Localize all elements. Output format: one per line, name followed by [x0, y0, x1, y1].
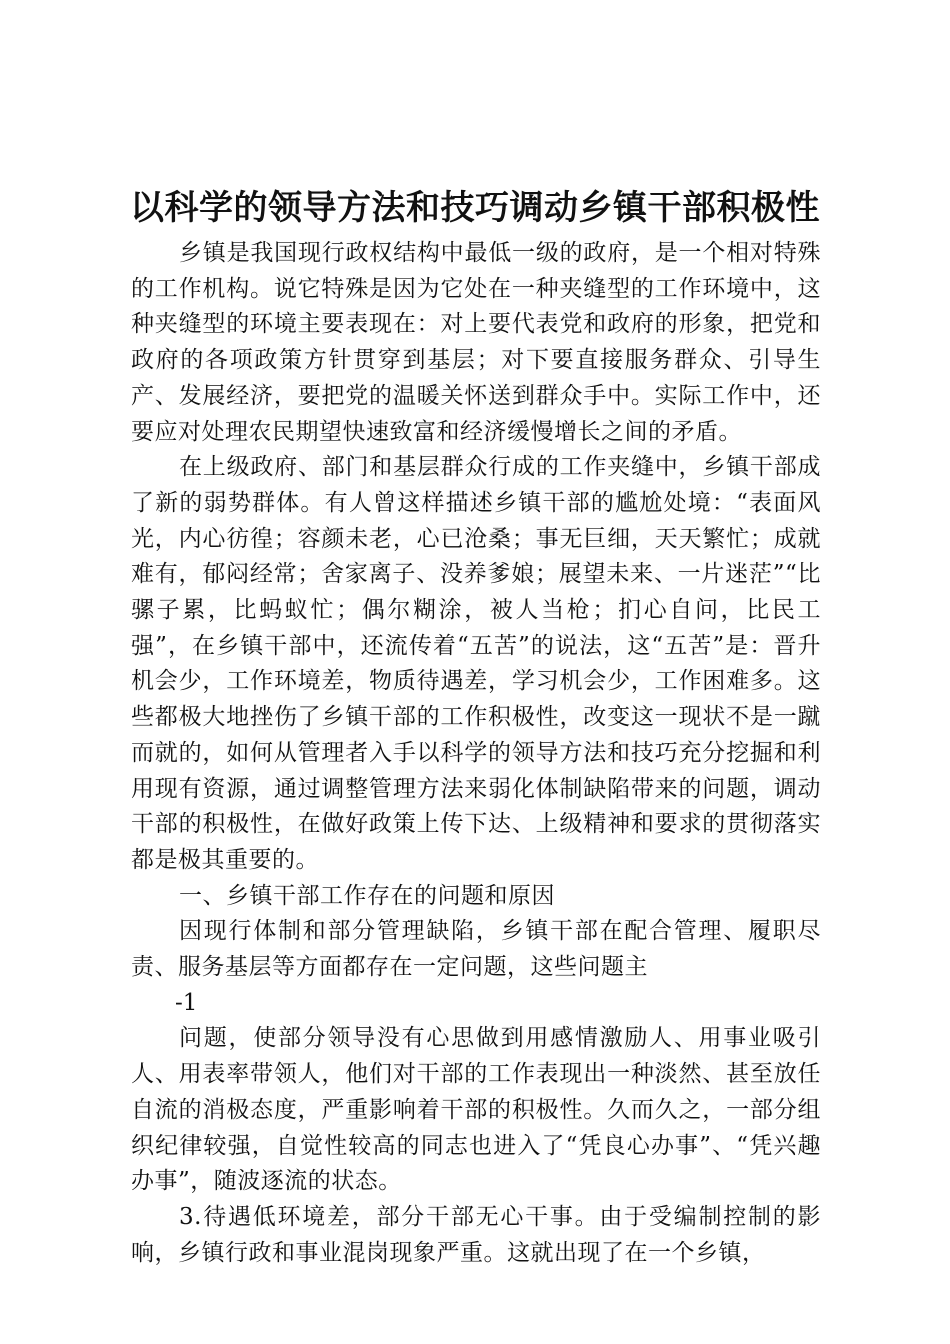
paragraph-treatment: 3.待遇低环境差，部分干部无心干事。由于受编制控制的影响，乡镇行政和事业混岗现象严重。这就出现了在一个乡镇，	[131, 1203, 821, 1266]
page-number: -1	[175, 989, 198, 1016]
paragraph-problems: 因现行体制和部分管理缺陷，乡镇干部在配合管理、履职尽责、服务基层等方面都存在一定问题，这些问题主	[131, 918, 821, 981]
section-heading: 一、乡镇干部工作存在的问题和原因	[179, 882, 555, 909]
paragraph-leadership: 问题，使部分领导没有心思做到用感情激励人、用事业吸引人、用表率带领人，他们对干部的工作表现出一种淡然、甚至放任自流的消极态度，严重影响着干部的积极性。久而久之，一部分组织纪律较强，自觉性较高的同志也进入了“凭良心办事”、“凭兴趣办事”，随波逐流的状态。	[131, 1025, 821, 1195]
document-body	[131, 236, 821, 1271]
paragraph-dilemma: 在上级政府、部门和基层群众行成的工作夹缝中，乡镇干部成了新的弱势群体。有人曾这样描述乡镇干部的尴尬处境：“表面风光，内心彷徨；容颜未老，心已沧桑；事无巨细，天天繁忙；成就难有，郁闷经常；舍家离子、没养爹娘；展望未来、一片迷茫”“比骡子累，比蚂蚁忙；偶尔糊涂，被人当枪；扪心自问，比民工强”，在乡镇干部中，还流传着“五苦”的说法，这“五苦”是：晋升机会少，工作环境差，物质待遇差，学习机会少，工作困难多。这些都极大地挫伤了乡镇干部的工作积极性，改变这一现状不是一蹴而就的，如何从管理者入手以科学的领导方法和技巧充分挖掘和利用现有资源，通过调整管理方法来弱化体制缺陷带来的问题，调动干部的积极性，在做好政策上传下达、上级精神和要求的贯彻落实都是极其重要的。	[131, 454, 821, 873]
document-title: 以科学的领导方法和技巧调动乡镇干部积极性	[130, 188, 820, 228]
paragraph-intro: 乡镇是我国现行政权结构中最低一级的政府，是一个相对特殊的工作机构。说它特殊是因为它处在一种夹缝型的工作环境中，这种夹缝型的环境主要表现在：对上要代表党和政府的形象，把党和政府的各项政策方针贯穿到基层；对下要直接服务群众、引导生产、发展经济，要把党的温暖关怀送到群众手中。实际工作中，还要应对处理农民期望快速致富和经济缓慢增长之间的矛盾。	[131, 240, 821, 445]
